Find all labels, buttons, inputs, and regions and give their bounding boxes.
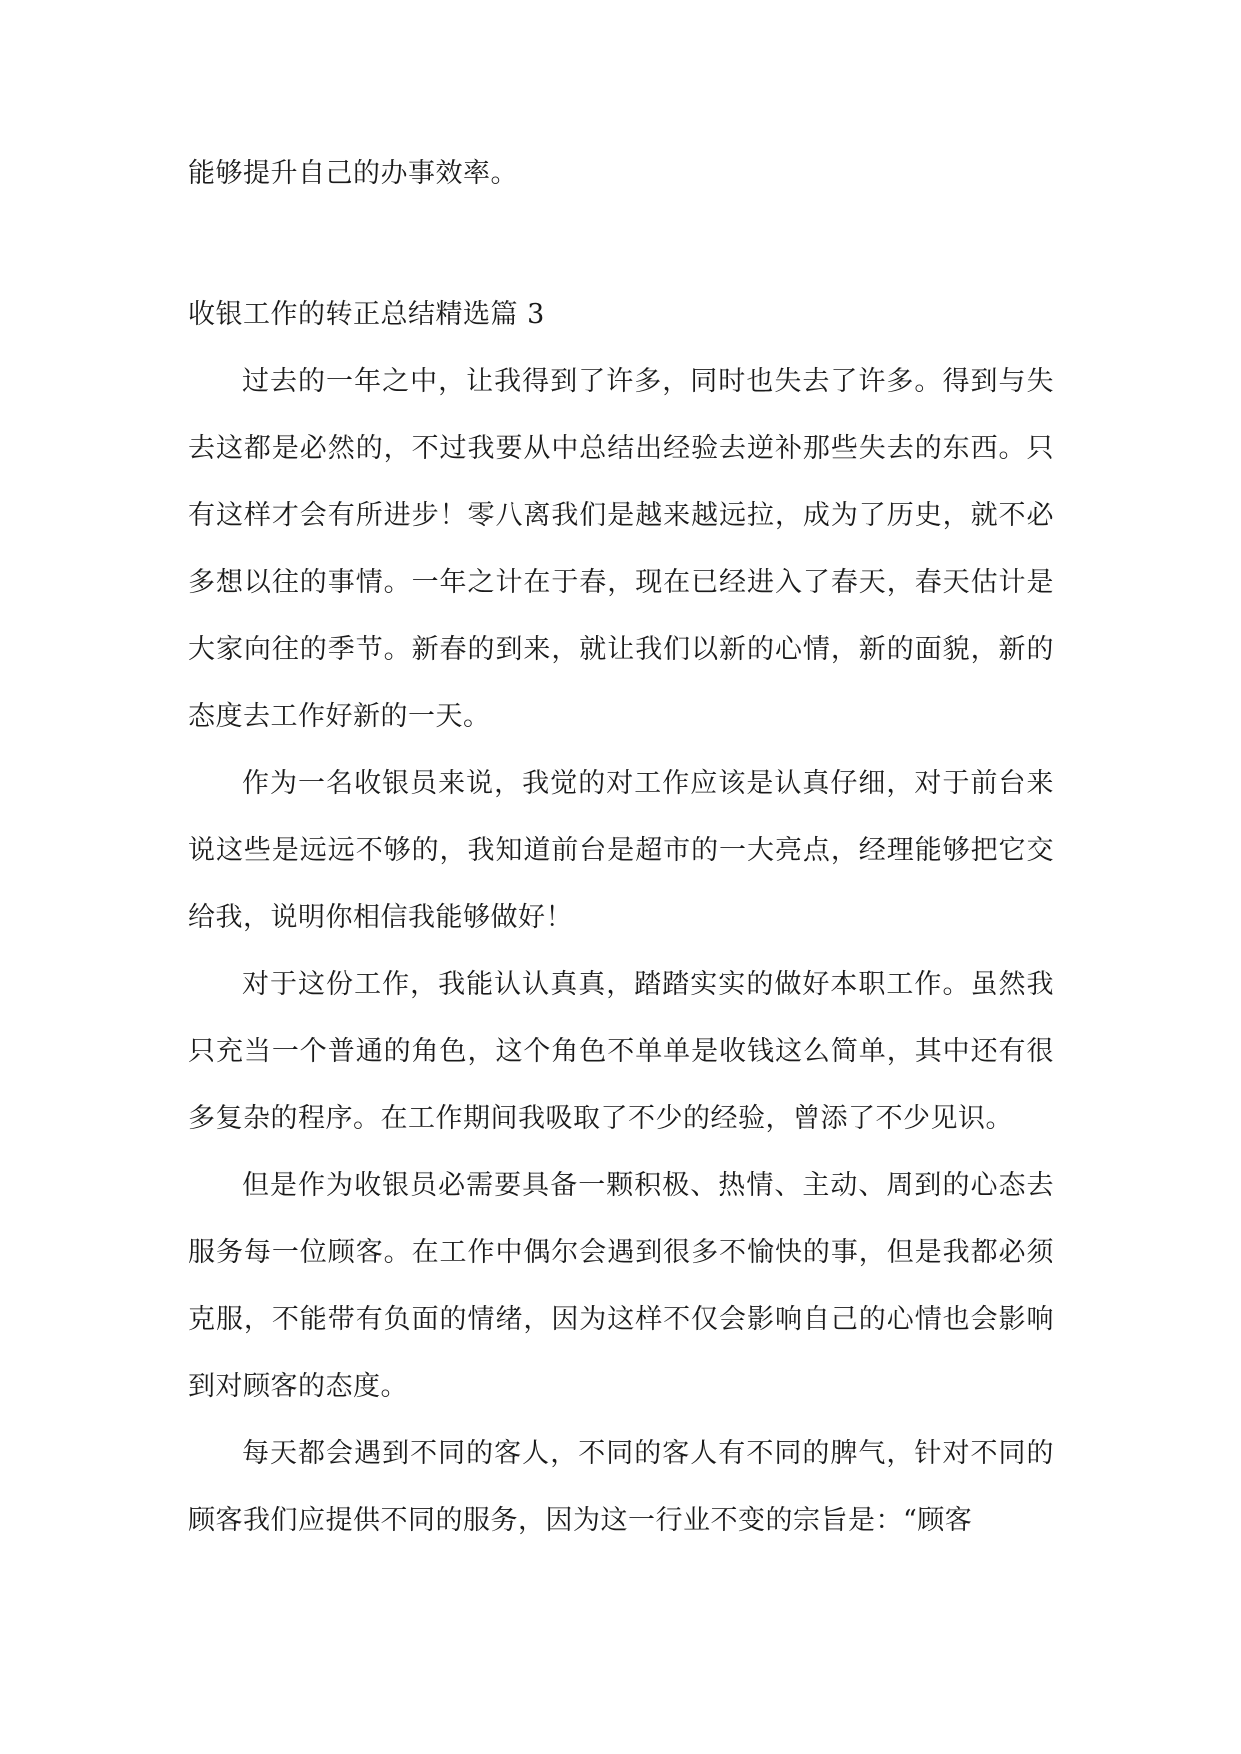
paragraph: 但是作为收银员必需要具备一颗积极、热情、主动、周到的心态去服务每一位顾客。在工作中偶尔会遇到很多不愉快的事，但是我都必须克服，不能带有负面的情绪，因为这样不仅会影响自己的心情也会影响到对顾客的态度。 [188, 1170, 1054, 1402]
paragraph: 过去的一年之中，让我得到了许多，同时也失去了许多。得到与失去这都是必然的，不过我要从中总结出经验去逆补那些失去的东西。只有这样才会有所进步！零八离我们是越来越远拉，成为了历史，就不必多想以往的事情。一年之计在于春，现在已经进入了春天，春天估计是大家向往的季节。新春的到来，就让我们以新的心情，新的面貌，新的态度去工作好新的一天。 [188, 366, 1054, 732]
section-title: 收银工作的转正总结精选篇 3 [188, 299, 545, 330]
document-page [188, 140, 1054, 1554]
paragraph: 对于这份工作，我能认认真真，踏踏实实的做好本职工作。虽然我只充当一个普通的角色，这个角色不单单是收钱这么简单，其中还有很多复杂的程序。在工作期间我吸取了不少的经验，曾添了不少见识。 [188, 969, 1054, 1134]
paragraph: 作为一名收银员来说，我觉的对工作应该是认真仔细，对于前台来说这些是远远不够的，我知道前台是超市的一大亮点，经理能够把它交给我，说明你相信我能够做好！ [188, 768, 1054, 933]
paragraph: 每天都会遇到不同的客人，不同的客人有不同的脾气，针对不同的顾客我们应提供不同的服务，因为这一行业不变的宗旨是：“顾客 [188, 1438, 1054, 1536]
continuation-text: 能够提升自己的办事效率。 [188, 158, 518, 189]
